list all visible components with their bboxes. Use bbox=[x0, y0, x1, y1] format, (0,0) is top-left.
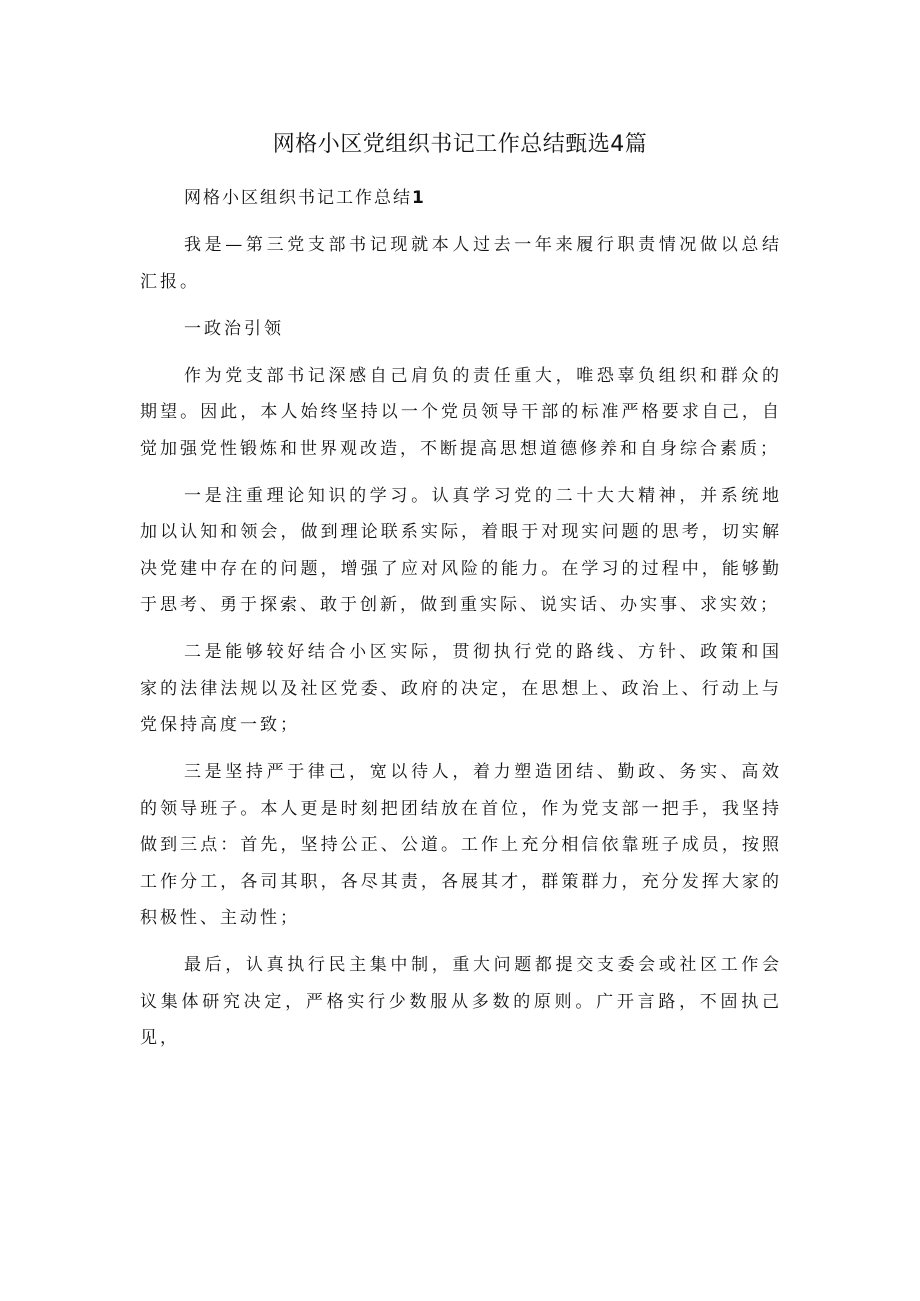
section-heading-text: 网格小区组织书记工作总结 bbox=[184, 188, 412, 208]
paragraph-responsibility: 作为党支部书记深感自己肩负的责任重大，唯恐辜负组织和群众的期望。因此，本人始终坚持以一个党员领导干部的标准严格要求自己，自觉加强党性锻炼和世界观改造，不断提高思想道德修养和自身综合素质； bbox=[140, 365, 782, 459]
paragraph-theory-study: 一是注重理论知识的学习。认真学习党的二十大大精神，并系统地加以认知和领会，做到理论联系实际，着眼于对现实问题的思考，切实解决党建中存在的问题，增强了应对风险的能力。在学习的过程中，能够勤于思考、勇于探索、敢于创新，做到重实际、说实话、办实事、求实效； bbox=[140, 485, 782, 615]
subheading-political-leadership: 一政治引领 bbox=[184, 318, 284, 339]
document-body bbox=[140, 180, 782, 1057]
paragraph-democratic-centralism: 最后，认真执行民主集中制，重大问题都提交支委会或社区工作会议集体研究决定，严格实行少数服从多数的原则。广开言路，不固执己见， bbox=[140, 955, 782, 1048]
paragraph-self-discipline: 三是坚持严于律己，宽以待人，着力塑造团结、勤政、务实、高效的领导班子。本人更是时刻把团结放在首位，作为党支部一把手，我坚持做到三点：首先，坚持公正、公道。工作上充分相信依靠班子成员，按照工作分工，各司其职，各尽其责，各展其才，群策群力，充分发挥大家的积极性、主动性； bbox=[140, 762, 782, 928]
section-heading-number: 1 bbox=[412, 188, 426, 208]
paragraph-intro: 我是—第三党支部书记现就本人过去一年来履行职责情况做以总结汇报。 bbox=[140, 235, 782, 292]
section-heading bbox=[140, 180, 782, 217]
document-title: 网格小区党组织书记工作总结甄选4篇 bbox=[272, 132, 648, 157]
paragraph-community-practice: 二是能够较好结合小区实际，贯彻执行党的路线、方针、政策和国家的法律法规以及社区党委、政府的决定，在思想上、政治上、行动上与党保持高度一致； bbox=[140, 642, 782, 735]
